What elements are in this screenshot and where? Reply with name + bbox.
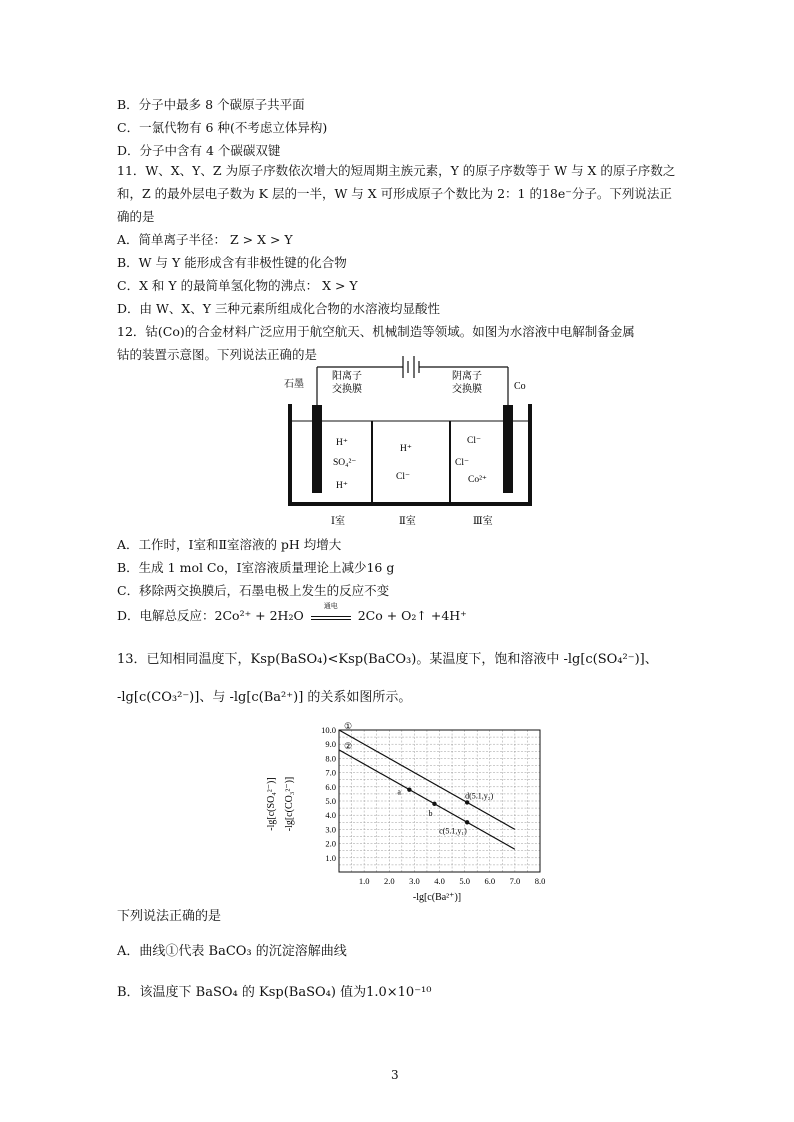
series-label-1: ① [344, 722, 353, 731]
q12-option-c: C．移除两交换膜后，石墨电极上发生的反应不变 [117, 583, 390, 598]
cobalt-label: Co [514, 381, 526, 392]
room3-ion-cl: Cl⁻ [467, 436, 481, 446]
y-tick-label: 6.0 [325, 781, 336, 792]
q13-question: 下列说法正确的是 [117, 909, 222, 924]
y-tick-label: 3.0 [325, 824, 336, 835]
x-tick-label: 5.0 [459, 876, 470, 886]
electrolysis-cell-diagram [280, 352, 540, 532]
solubility-chart [262, 722, 562, 904]
x-tick-label: 2.0 [383, 876, 395, 886]
room1-ion-h: H⁺ [336, 438, 348, 448]
cation-membrane-label: 阳离子 [332, 371, 362, 382]
y-tick-label: 10.0 [321, 725, 336, 735]
x-tick-label: 4.0 [434, 876, 445, 886]
x-tick-label: 1.0 [358, 876, 370, 886]
q11-stem-line2: 和，Z 的最外层电子数为 K 层的一半，W 与 X 可形成原子个数比为 2：1 的18e⁻分子。下列说法正 [117, 186, 672, 201]
x-tick-label: 8.0 [534, 876, 546, 886]
q11-option-c: C．X 和 Y 的最简单氢化物的沸点： X > Y [117, 278, 358, 293]
q11-option-d: D．由 W、X、Y 三种元素所组成化合物的水溶液均显酸性 [117, 301, 440, 316]
q12-option-d-suffix: 2Co + O₂↑ +4H⁺ [357, 608, 467, 623]
q12-option-a: A．工作时，Ⅰ室和Ⅱ室溶液的 pH 均增大 [117, 537, 342, 552]
x-tick-label: 3.0 [409, 876, 420, 886]
q13-option-a: A．曲线①代表 BaCO₃ 的沉淀溶解曲线 [117, 944, 347, 959]
chart-grid [339, 730, 540, 872]
room3-ion-co: Co²⁺ [468, 475, 487, 485]
x-tick-label: 7.0 [509, 876, 521, 886]
q12-stem-line1: 12．钴(Co)的合金材料广泛应用于航空航天、机械制造等领域。如图为水溶液中电解制备金属 [117, 324, 635, 339]
q12-option-d-prefix: D．电解总反应：2Co²⁺ + 2H₂O [117, 608, 304, 623]
chart-y-axis-label-outer: -lg[c(SO₄²⁻)] [266, 777, 277, 831]
cobalt-electrode [503, 405, 513, 493]
q10-option-b: B．分子中最多 8 个碳原子共平面 [117, 97, 305, 112]
cation-membrane-label-2: 交换膜 [332, 384, 362, 395]
room3-ion-cl-2: Cl⁻ [455, 458, 469, 468]
chart-y-axis-label-inner: -lg[c(CO₃²⁻)] [284, 776, 295, 832]
page-number: 3 [391, 1068, 399, 1082]
room1-ion-h-2: H⁺ [336, 481, 348, 491]
reaction-arrow [311, 602, 351, 620]
chart-points [397, 787, 493, 835]
q13-stem-line1: 13．已知相同温度下，Ksp(BaSO₄)<Ksp(BaCO₃)。某温度下，饱和溶液中 -lg[c(SO₄²⁻)]、 [117, 652, 658, 667]
q11-stem-line1: 11．W、X、Y、Z 为原子序数依次增大的短周期主族元素，Y 的原子序数等于 W 与 X 的原子序数之 [117, 163, 676, 178]
q13-option-b: B．该温度下 BaSO₄ 的 Ksp(BaSO₄) 值为1.0×10⁻¹⁰ [117, 985, 432, 1000]
series-label-2: ② [344, 740, 353, 751]
room3-label: Ⅲ室 [473, 516, 493, 527]
room2-ion-cl: Cl⁻ [396, 472, 410, 482]
y-tick-label: 2.0 [325, 838, 336, 849]
y-tick-label: 7.0 [325, 767, 336, 778]
reaction-condition: 通电 [323, 602, 338, 610]
anion-membrane-label: 阴离子 [452, 371, 482, 382]
q11-option-b: B．W 与 Y 能形成含有非极性键的化合物 [117, 255, 347, 270]
y-tick-label: 8.0 [325, 753, 336, 764]
q12-option-d [117, 602, 467, 624]
room2-ion-h: H⁺ [400, 444, 412, 454]
chart-x-axis-label: -lg[c(Ba²⁺)] [412, 892, 462, 903]
y-tick-label: 4.0 [325, 810, 336, 821]
x-tick-label: 6.0 [484, 876, 496, 886]
graphite-label: 石墨 [284, 379, 304, 390]
y-tick-label: 1.0 [325, 852, 336, 863]
anion-membrane-label-2: 交换膜 [452, 384, 482, 395]
graphite-electrode [312, 405, 322, 493]
room2-label: Ⅱ室 [399, 516, 416, 527]
data-point-label: a [397, 787, 401, 797]
data-point-label: d(5.1,y₂) [465, 791, 494, 801]
y-tick-label: 5.0 [325, 796, 336, 806]
data-point-label: b [428, 808, 433, 818]
room1-ion-so4: SO₄²⁻ [333, 458, 357, 468]
y-tick-label: 9.0 [325, 739, 336, 750]
room1-label: Ⅰ室 [331, 516, 345, 527]
data-point [465, 820, 469, 824]
q11-option-a: A．简单离子半径： Z > X > Y [117, 232, 293, 247]
q12-option-b: B．生成 1 mol Co，Ⅰ室溶液质量理论上减少16 g [117, 560, 395, 575]
q11-stem-line3: 确的是 [117, 209, 155, 224]
q12-stem-line2: 钴的装置示意图。下列说法正确的是 [117, 347, 318, 362]
electrolytic-tank [290, 404, 530, 504]
q13-stem-line2: -lg[c(CO₃²⁻)]、与 -lg[c(Ba²⁺)] 的关系如图所示。 [117, 690, 412, 705]
data-point [432, 802, 436, 806]
q10-option-d: D．分子中含有 4 个碳碳双键 [117, 143, 281, 158]
q10-option-c: C．一氯代物有 6 种(不考虑立体异构) [117, 120, 328, 135]
data-point [407, 787, 411, 791]
data-point-label: c(5.1,y₁) [439, 826, 467, 836]
data-point [465, 800, 469, 804]
